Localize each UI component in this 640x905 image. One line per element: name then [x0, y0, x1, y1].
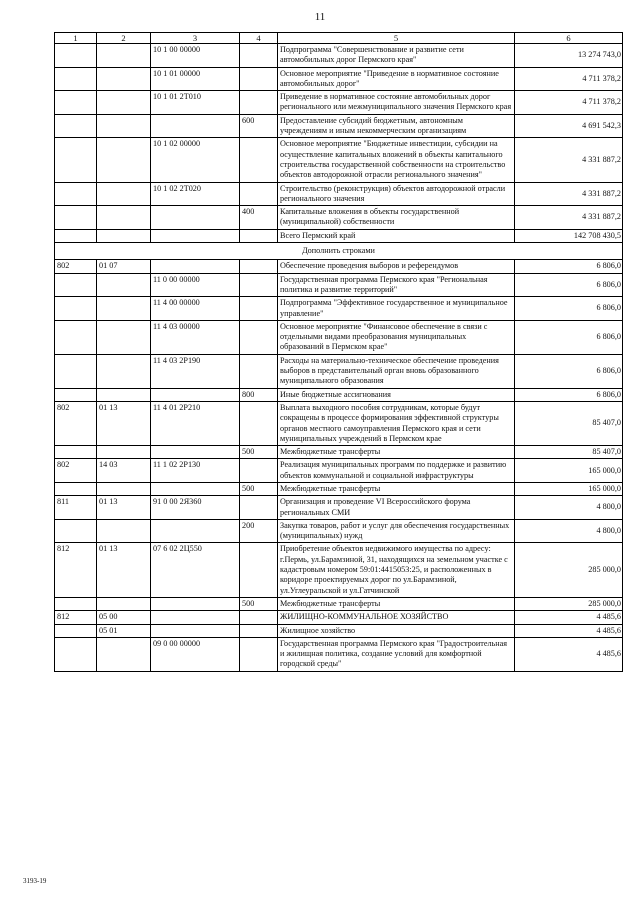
cell-section-code [97, 206, 151, 230]
cell-amount: 165 000,0 [515, 482, 623, 495]
cell-admin-code [55, 91, 97, 115]
col-header-4: 4 [240, 33, 278, 44]
cell-name: Межбюджетные трансферты [278, 446, 515, 459]
cell-amount: 4 331 887,2 [515, 138, 623, 182]
cell-section-code [97, 229, 151, 242]
col-header-3: 3 [151, 33, 240, 44]
table-row [55, 496, 623, 520]
cell-amount: 285 000,0 [515, 543, 623, 597]
cell-amount: 6 806,0 [515, 297, 623, 321]
table-row [55, 273, 623, 297]
cell-name: Организация и проведение VI Всероссийского форума региональных СМИ [278, 496, 515, 520]
cell-expense-type [240, 459, 278, 483]
cell-name: Подпрограмма "Совершенствование и развитие сети автомобильных дорог Пермского края" [278, 44, 515, 68]
cell-amount: 6 806,0 [515, 260, 623, 273]
cell-name: Основное мероприятие "Финансовое обеспечение в связи с отдельными видами преобразования муниципальных образований в Пермском крае" [278, 320, 515, 354]
cell-expense-type: 800 [240, 388, 278, 401]
cell-target-article [151, 114, 240, 138]
col-header-6: 6 [515, 33, 623, 44]
cell-expense-type [240, 44, 278, 68]
cell-amount: 6 806,0 [515, 273, 623, 297]
cell-section-code [97, 273, 151, 297]
cell-section-code: 01 13 [97, 543, 151, 597]
table-section [55, 243, 623, 260]
table-row [55, 206, 623, 230]
cell-target-article: 11 4 00 00000 [151, 297, 240, 321]
cell-name: Иные бюджетные ассигнования [278, 388, 515, 401]
table-row [55, 320, 623, 354]
table-row [55, 44, 623, 68]
document-code: 3193-19 [23, 877, 47, 885]
cell-amount: 4 691 542,3 [515, 114, 623, 138]
cell-section-code [97, 138, 151, 182]
cell-target-article [151, 229, 240, 242]
cell-admin-code [55, 229, 97, 242]
cell-expense-type [240, 260, 278, 273]
cell-expense-type: 500 [240, 597, 278, 610]
table-row [55, 91, 623, 115]
cell-section-code [97, 519, 151, 543]
cell-admin-code [55, 354, 97, 388]
cell-section-code: 14 03 [97, 459, 151, 483]
cell-section-code: 05 01 [97, 624, 151, 637]
cell-target-article [151, 260, 240, 273]
cell-section-code [97, 637, 151, 671]
cell-target-article: 11 4 01 2Р210 [151, 401, 240, 445]
cell-expense-type: 500 [240, 482, 278, 495]
cell-section-code [97, 597, 151, 610]
cell-amount: 165 000,0 [515, 459, 623, 483]
cell-section-code [97, 67, 151, 91]
cell-expense-type [240, 320, 278, 354]
cell-section-code [97, 114, 151, 138]
cell-target-article [151, 519, 240, 543]
cell-admin-code [55, 206, 97, 230]
cell-name: Межбюджетные трансферты [278, 482, 515, 495]
cell-name: Капитальные вложения в объекты государственной (муниципальной) собственности [278, 206, 515, 230]
cell-target-article: 11 1 02 2Р130 [151, 459, 240, 483]
cell-target-article: 11 0 00 00000 [151, 273, 240, 297]
cell-section-code [97, 182, 151, 206]
cell-section-code: 01 13 [97, 496, 151, 520]
cell-name: Основное мероприятие "Бюджетные инвестиции, субсидии на осуществление капитальных вложений в объекты капитального строительства государственной собственности на строительство объектов автодорожной отрасли регионального значения" [278, 138, 515, 182]
section-header: Дополнить строками [55, 243, 623, 260]
cell-target-article [151, 482, 240, 495]
cell-amount: 6 806,0 [515, 354, 623, 388]
cell-expense-type: 400 [240, 206, 278, 230]
cell-expense-type [240, 67, 278, 91]
cell-expense-type: 500 [240, 446, 278, 459]
table-row [55, 519, 623, 543]
cell-name: ЖИЛИЩНО-КОММУНАЛЬНОЕ ХОЗЯЙСТВО [278, 611, 515, 624]
cell-target-article: 11 4 03 00000 [151, 320, 240, 354]
cell-admin-code [55, 597, 97, 610]
cell-section-code [97, 482, 151, 495]
table-row [55, 611, 623, 624]
cell-name: Подпрограмма "Эффективное государственное и муниципальное управление" [278, 297, 515, 321]
cell-target-article: 91 0 00 2Я360 [151, 496, 240, 520]
cell-amount: 4 485,6 [515, 637, 623, 671]
cell-target-article: 07 6 02 2Ц550 [151, 543, 240, 597]
cell-admin-code [55, 182, 97, 206]
cell-name: Строительство (реконструкция) объектов автодорожной отрасли регионального значения [278, 182, 515, 206]
cell-admin-code [55, 67, 97, 91]
cell-amount: 4 711 378,2 [515, 91, 623, 115]
cell-admin-code [55, 388, 97, 401]
cell-amount: 6 806,0 [515, 388, 623, 401]
cell-admin-code [55, 446, 97, 459]
cell-name: Государственная программа Пермского края "Региональная политика и развитие территорий" [278, 273, 515, 297]
cell-amount: 4 711 378,2 [515, 67, 623, 91]
cell-target-article: 11 4 03 2Р190 [151, 354, 240, 388]
table-row [55, 624, 623, 637]
cell-name: Межбюджетные трансферты [278, 597, 515, 610]
cell-expense-type: 200 [240, 519, 278, 543]
cell-expense-type [240, 91, 278, 115]
table-row [55, 138, 623, 182]
cell-amount: 6 806,0 [515, 320, 623, 354]
cell-section-code [97, 388, 151, 401]
cell-amount: 85 407,0 [515, 446, 623, 459]
cell-expense-type [240, 297, 278, 321]
cell-section-code [97, 354, 151, 388]
cell-amount: 13 274 743,0 [515, 44, 623, 68]
cell-target-article: 10 1 02 2Т020 [151, 182, 240, 206]
cell-admin-code: 812 [55, 611, 97, 624]
cell-amount: 4 485,6 [515, 611, 623, 624]
cell-section-code [97, 91, 151, 115]
cell-amount: 4 485,6 [515, 624, 623, 637]
cell-expense-type [240, 229, 278, 242]
budget-table [54, 32, 623, 672]
cell-target-article: 10 1 01 2Т010 [151, 91, 240, 115]
cell-admin-code [55, 273, 97, 297]
cell-admin-code [55, 482, 97, 495]
cell-name: Жилищное хозяйство [278, 624, 515, 637]
cell-target-article: 09 0 00 00000 [151, 637, 240, 671]
cell-target-article [151, 624, 240, 637]
section-row [55, 243, 623, 260]
cell-section-code: 01 07 [97, 260, 151, 273]
cell-admin-code: 802 [55, 401, 97, 445]
cell-amount: 142 708 430,5 [515, 229, 623, 242]
cell-expense-type [240, 138, 278, 182]
table-row [55, 260, 623, 273]
table-row [55, 543, 623, 597]
cell-amount: 4 800,0 [515, 496, 623, 520]
cell-name: Выплата выходного пособия сотрудникам, которые будут сокращены в процессе формирования эффективной структуры органов местного самоуправления Пермского края и сети муниципальных учреждений в Пермском крае [278, 401, 515, 445]
cell-admin-code [55, 637, 97, 671]
cell-admin-code [55, 297, 97, 321]
column-number-row [55, 33, 623, 44]
cell-admin-code [55, 138, 97, 182]
cell-name: Реализация муниципальных программ по поддержке и развитию объектов коммунальной и социальной инфраструктуры [278, 459, 515, 483]
cell-target-article [151, 611, 240, 624]
cell-admin-code: 811 [55, 496, 97, 520]
cell-expense-type [240, 273, 278, 297]
table-row [55, 401, 623, 445]
table-row [55, 446, 623, 459]
cell-target-article [151, 446, 240, 459]
cell-section-code [97, 320, 151, 354]
table-row [55, 388, 623, 401]
cell-amount: 85 407,0 [515, 401, 623, 445]
cell-target-article [151, 388, 240, 401]
cell-name: Закупка товаров, работ и услуг для обеспечения государственных (муниципальных) нужд [278, 519, 515, 543]
cell-admin-code [55, 624, 97, 637]
cell-expense-type [240, 637, 278, 671]
cell-section-code: 05 00 [97, 611, 151, 624]
cell-amount: 285 000,0 [515, 597, 623, 610]
cell-name: Приведение в нормативное состояние автомобильных дорог регионального или межмуниципального значения Пермского края [278, 91, 515, 115]
table-row [55, 597, 623, 610]
cell-name: Приобретение объектов недвижимого имущества по адресу: г.Пермь, ул.Барамзиной, 31, находящихся на земельном участке с кадастровым номером 59:01:4415053:25, и расположенных в коридоре проектируемых дорог по ул.Барамзиной, ул.Углеуральской и ул.Гатчинской [278, 543, 515, 597]
cell-target-article: 10 1 00 00000 [151, 44, 240, 68]
cell-amount: 4 331 887,2 [515, 182, 623, 206]
cell-admin-code: 802 [55, 459, 97, 483]
cell-admin-code [55, 320, 97, 354]
cell-expense-type: 600 [240, 114, 278, 138]
table-row [55, 297, 623, 321]
cell-expense-type [240, 182, 278, 206]
table-row [55, 114, 623, 138]
cell-admin-code [55, 114, 97, 138]
cell-admin-code: 802 [55, 260, 97, 273]
table-row [55, 354, 623, 388]
col-header-2: 2 [97, 33, 151, 44]
cell-section-code [97, 297, 151, 321]
cell-section-code [97, 44, 151, 68]
cell-expense-type [240, 401, 278, 445]
table-row [55, 637, 623, 671]
table-row [55, 229, 623, 242]
cell-expense-type [240, 611, 278, 624]
table-row [55, 459, 623, 483]
col-header-5: 5 [278, 33, 515, 44]
table-row [55, 482, 623, 495]
cell-section-code: 01 13 [97, 401, 151, 445]
cell-amount: 4 800,0 [515, 519, 623, 543]
cell-expense-type [240, 354, 278, 388]
cell-expense-type [240, 496, 278, 520]
cell-admin-code [55, 44, 97, 68]
col-header-1: 1 [55, 33, 97, 44]
cell-admin-code [55, 519, 97, 543]
cell-target-article [151, 206, 240, 230]
cell-amount: 4 331 887,2 [515, 206, 623, 230]
page-number: 11 [314, 11, 326, 23]
cell-expense-type [240, 624, 278, 637]
cell-name: Предоставление субсидий бюджетным, автономным учреждениям и иным некоммерческим организациям [278, 114, 515, 138]
cell-name: Всего Пермский край [278, 229, 515, 242]
cell-target-article: 10 1 02 00000 [151, 138, 240, 182]
cell-name: Государственная программа Пермского края "Градостроительная и жилищная политика, создание условий для комфортной городской среды" [278, 637, 515, 671]
cell-admin-code: 812 [55, 543, 97, 597]
table-body-existing [55, 44, 623, 243]
cell-name: Основное мероприятие "Приведение в нормативное состояние автомобильных дорог" [278, 67, 515, 91]
table-row [55, 182, 623, 206]
table-row [55, 67, 623, 91]
cell-name: Расходы на материально-техническое обеспечение проведения выборов в представительный орган вновь образованного муниципального образования [278, 354, 515, 388]
table-body-added [55, 260, 623, 671]
cell-target-article: 10 1 01 00000 [151, 67, 240, 91]
cell-section-code [97, 446, 151, 459]
cell-target-article [151, 597, 240, 610]
cell-expense-type [240, 543, 278, 597]
cell-name: Обеспечение проведения выборов и референдумов [278, 260, 515, 273]
